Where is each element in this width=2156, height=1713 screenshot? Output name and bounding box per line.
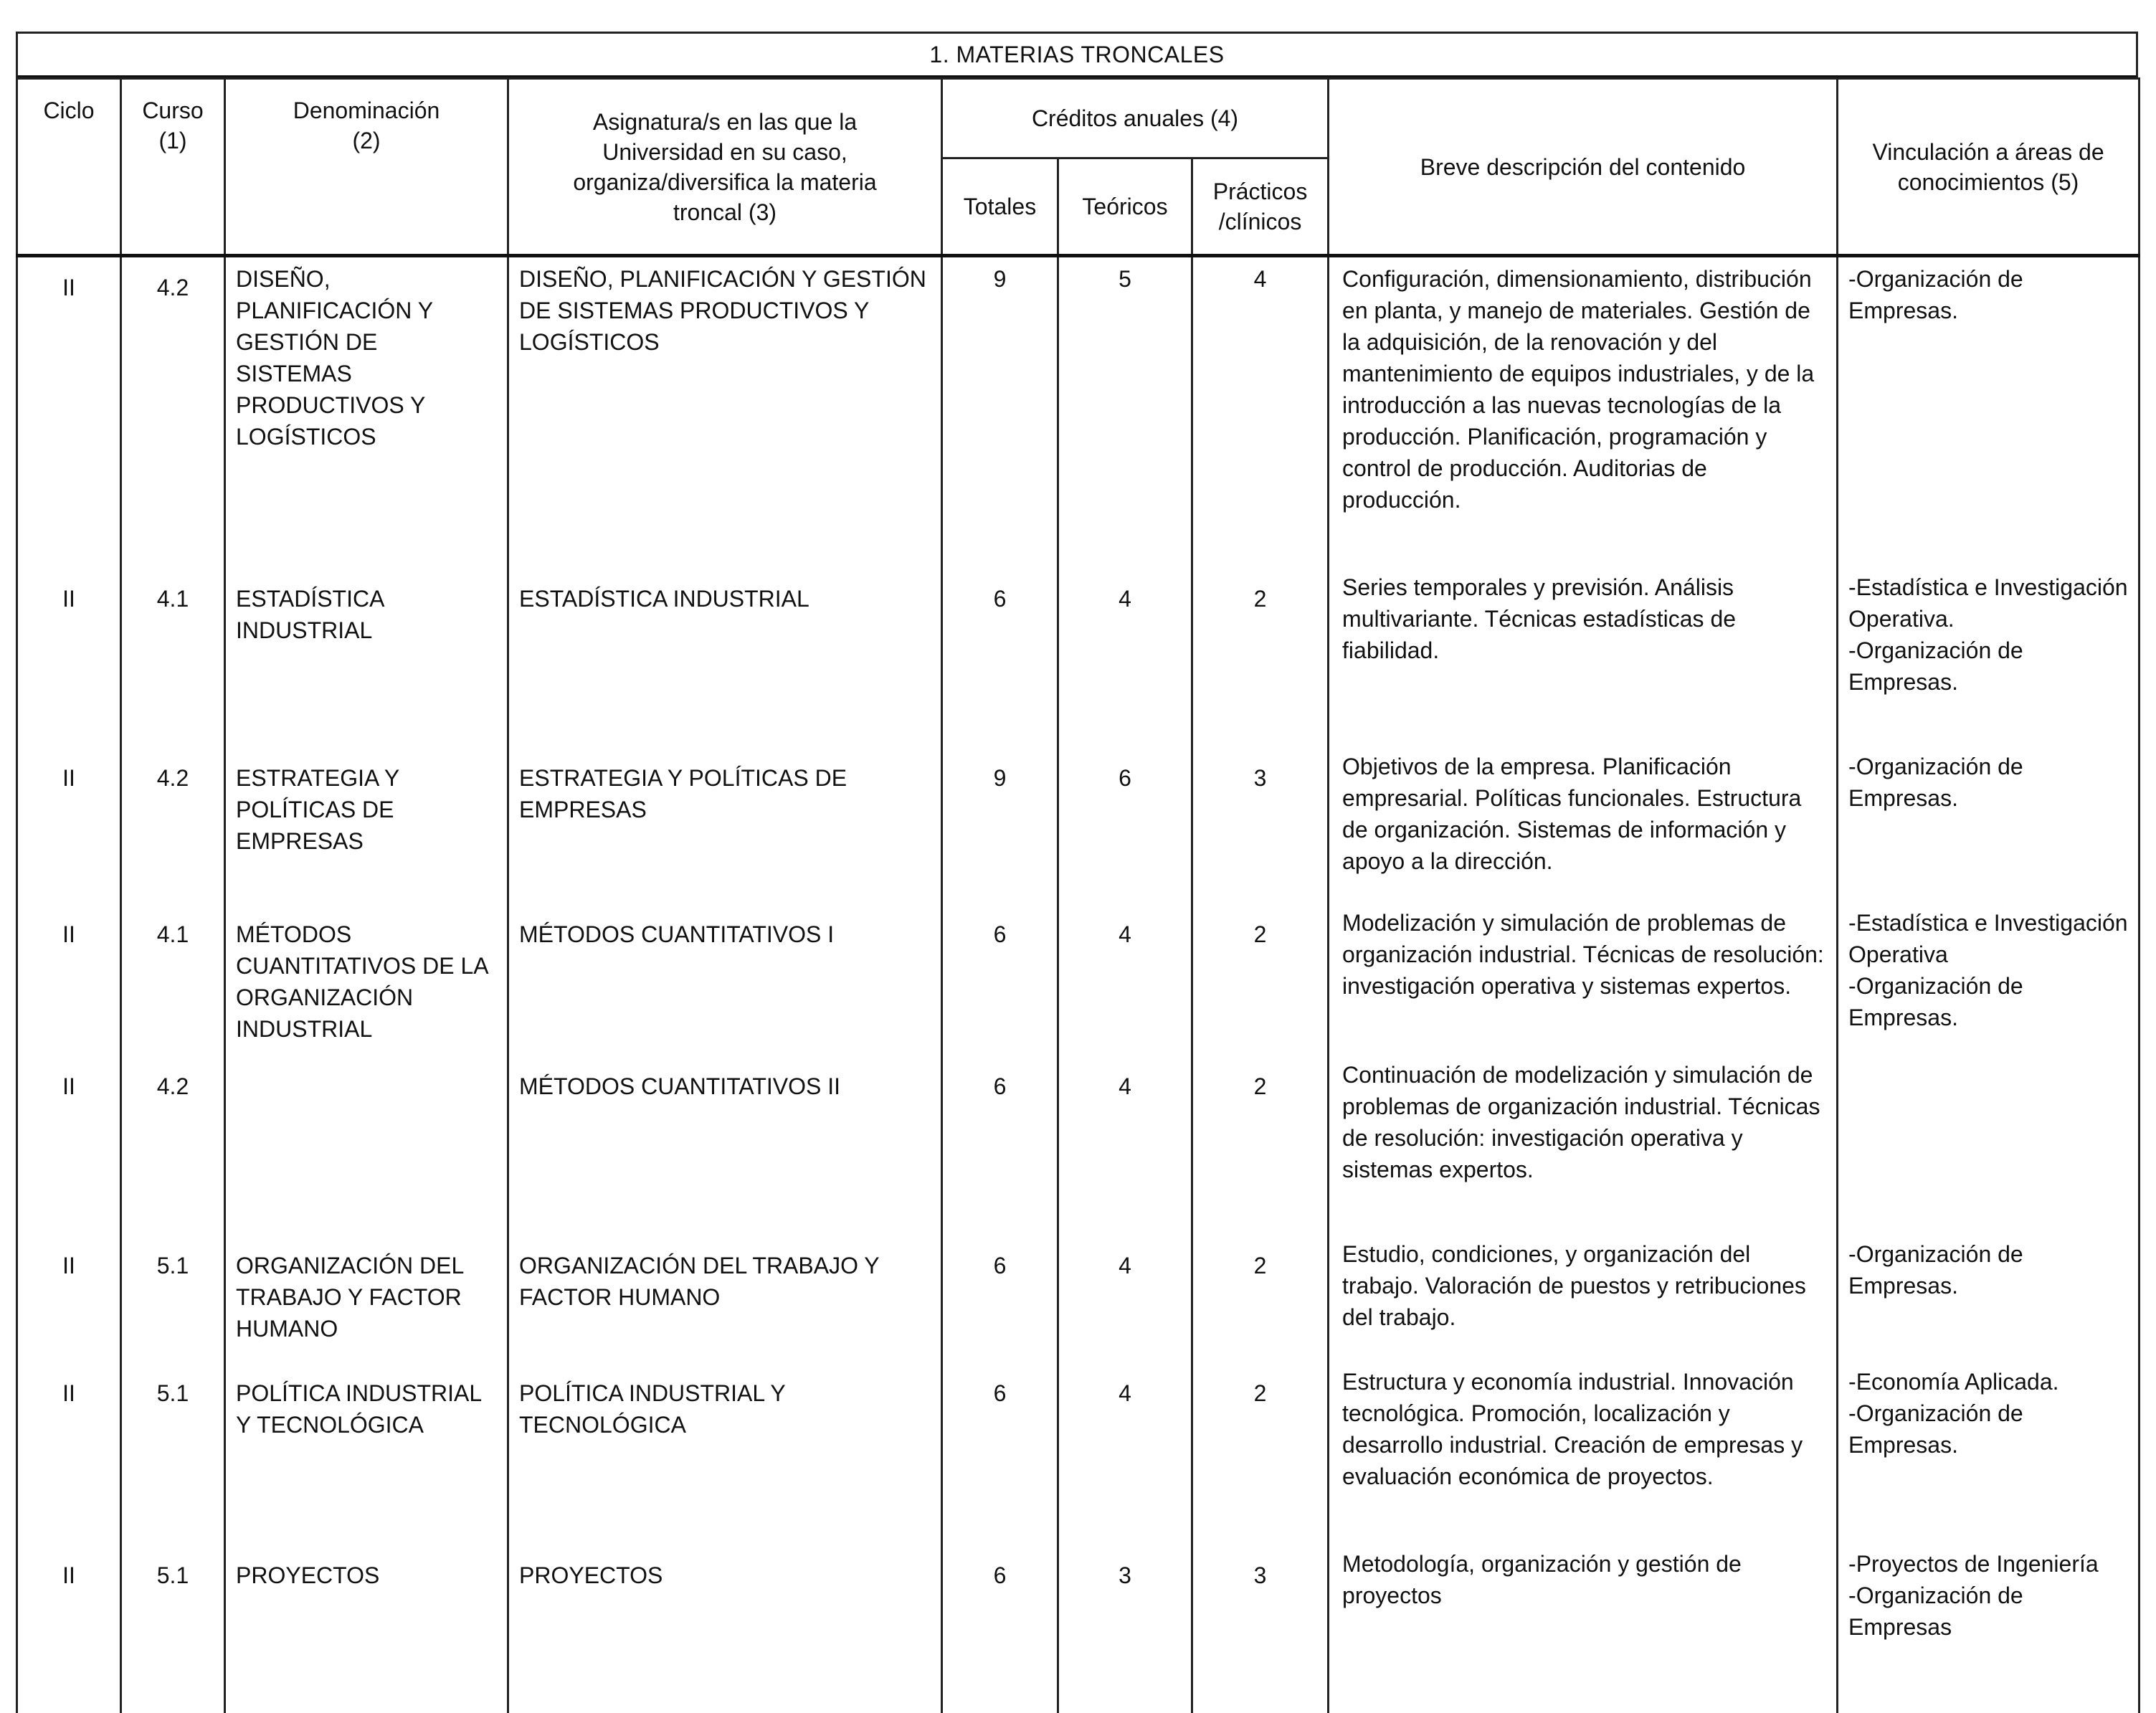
header-denominacion: Denominación (2) xyxy=(225,79,508,256)
cell-ciclo: II xyxy=(17,557,121,736)
cell-asignatura: ESTRATEGIA Y POLÍTICAS DE EMPRESAS xyxy=(508,736,942,893)
cell-descripcion: Estudio, condiciones, y organización del trabajo. Valoración de puestos y retribuciones del trabajo. xyxy=(1329,1224,1838,1352)
cell-denominacion: ESTRATEGIA Y POLÍTICAS DE EMPRESAS xyxy=(225,736,508,893)
cell-curso: 5.1 xyxy=(121,1352,225,1534)
table-title: 1. MATERIAS TRONCALES xyxy=(16,32,2138,80)
header-creditos: Créditos anuales (4) xyxy=(942,79,1329,158)
cell-practicos: 2 xyxy=(1192,1045,1329,1224)
cell-curso: 4.1 xyxy=(121,557,225,736)
cell-vinculacion: -Organización de Empresas. xyxy=(1838,1224,2140,1352)
cell-vinculacion: -Estadística e Investigación Operativa. -Organización de Empresas. xyxy=(1838,557,2140,736)
cell-denominacion: ORGANIZACIÓN DEL TRABAJO Y FACTOR HUMANO xyxy=(225,1224,508,1352)
cell-descripcion: Estructura y economía industrial. Innovación tecnológica. Promoción, localización y desarrollo industrial. Creación de empresas y evaluación económica de proyectos. xyxy=(1329,1352,1838,1534)
cell-teoricos: 4 xyxy=(1058,893,1192,1045)
cell-vinculacion: -Estadística e Investigación Operativa -Organización de Empresas. xyxy=(1838,893,2140,1045)
cell-totales: 6 xyxy=(942,1352,1058,1534)
cell-ciclo: II xyxy=(17,1352,121,1534)
cell-asignatura: MÉTODOS CUANTITATIVOS II xyxy=(508,1045,942,1224)
header-curso: Curso (1) xyxy=(121,79,225,256)
cell-curso: 5.1 xyxy=(121,1224,225,1352)
cell-denominacion: POLÍTICA INDUSTRIAL Y TECNOLÓGICA xyxy=(225,1352,508,1534)
cell-teoricos: 4 xyxy=(1058,557,1192,736)
cell-descripcion: Series temporales y previsión. Análisis multivariante. Técnicas estadísticas de fiabilidad. xyxy=(1329,557,1838,736)
header-vinculacion: Vinculación a áreas de conocimientos (5) xyxy=(1838,79,2140,256)
cell-asignatura: PROYECTOS xyxy=(508,1534,942,1713)
table-row xyxy=(17,893,2140,1045)
table-row xyxy=(17,736,2140,893)
cell-asignatura: MÉTODOS CUANTITATIVOS I xyxy=(508,893,942,1045)
cell-teoricos: 5 xyxy=(1058,256,1192,557)
cell-totales: 6 xyxy=(942,1534,1058,1713)
cell-teoricos: 6 xyxy=(1058,736,1192,893)
cell-practicos: 2 xyxy=(1192,557,1329,736)
cell-curso: 4.1 xyxy=(121,893,225,1045)
cell-practicos: 2 xyxy=(1192,1224,1329,1352)
cell-totales: 9 xyxy=(942,256,1058,557)
document-page xyxy=(16,32,2135,1674)
cell-ciclo: II xyxy=(17,736,121,893)
cell-totales: 9 xyxy=(942,736,1058,893)
cell-denominacion: ESTADÍSTICA INDUSTRIAL xyxy=(225,557,508,736)
table-row xyxy=(17,1534,2140,1713)
cell-totales: 6 xyxy=(942,557,1058,736)
table-row xyxy=(17,1224,2140,1352)
cell-vinculacion xyxy=(1838,1045,2140,1224)
table-row xyxy=(17,1352,2140,1534)
cell-asignatura: ESTADÍSTICA INDUSTRIAL xyxy=(508,557,942,736)
cell-descripcion: Continuación de modelización y simulación de problemas de organización industrial. Técnicas de resolución: investigación operativa y sistemas expertos. xyxy=(1329,1045,1838,1224)
cell-curso: 5.1 xyxy=(121,1534,225,1713)
cell-descripcion: Metodología, organización y gestión de proyectos xyxy=(1329,1534,1838,1713)
materias-table xyxy=(16,77,2140,1713)
header-ciclo: Ciclo xyxy=(17,79,121,256)
cell-vinculacion: -Organización de Empresas. xyxy=(1838,736,2140,893)
cell-vinculacion: -Organización de Empresas. xyxy=(1838,256,2140,557)
cell-ciclo: II xyxy=(17,1045,121,1224)
cell-asignatura: POLÍTICA INDUSTRIAL Y TECNOLÓGICA xyxy=(508,1352,942,1534)
cell-asignatura: DISEÑO, PLANIFICACIÓN Y GESTIÓN DE SISTEMAS PRODUCTIVOS Y LOGÍSTICOS xyxy=(508,256,942,557)
header-asignaturas: Asignatura/s en las que la Universidad en su caso, organiza/diversifica la materia troncal (3) xyxy=(508,79,942,256)
cell-ciclo: II xyxy=(17,1534,121,1713)
cell-vinculacion: -Economía Aplicada. -Organización de Empresas. xyxy=(1838,1352,2140,1534)
cell-curso: 4.2 xyxy=(121,736,225,893)
cell-denominacion: DISEÑO, PLANIFICACIÓN Y GESTIÓN DE SISTEMAS PRODUCTIVOS Y LOGÍSTICOS xyxy=(225,256,508,557)
cell-vinculacion: -Proyectos de Ingeniería -Organización de Empresas xyxy=(1838,1534,2140,1713)
cell-curso: 4.2 xyxy=(121,1045,225,1224)
cell-curso: 4.2 xyxy=(121,256,225,557)
header-practicos: Prácticos /clínicos xyxy=(1192,158,1329,256)
cell-practicos: 3 xyxy=(1192,1534,1329,1713)
cell-teoricos: 3 xyxy=(1058,1534,1192,1713)
cell-ciclo: II xyxy=(17,256,121,557)
table-row xyxy=(17,557,2140,736)
cell-denominacion: MÉTODOS CUANTITATIVOS DE LA ORGANIZACIÓN INDUSTRIAL xyxy=(225,893,508,1045)
cell-descripcion: Configuración, dimensionamiento, distribución en planta, y manejo de materiales. Gestión de la adquisición, de la renovación y del mantenimiento de equipos industriales, y de la introducción a las nuevas tecnologías de la producción. Planificación, programación y control de producción. Auditorias de producción. xyxy=(1329,256,1838,557)
table-row xyxy=(17,256,2140,557)
cell-teoricos: 4 xyxy=(1058,1045,1192,1224)
header-teoricos: Teóricos xyxy=(1058,158,1192,256)
cell-denominacion: PROYECTOS xyxy=(225,1534,508,1713)
cell-descripcion: Modelización y simulación de problemas de organización industrial. Técnicas de resolución: investigación operativa y sistemas expertos. xyxy=(1329,893,1838,1045)
cell-totales: 6 xyxy=(942,1224,1058,1352)
cell-totales: 6 xyxy=(942,893,1058,1045)
table-body xyxy=(17,256,2140,1713)
cell-asignatura: ORGANIZACIÓN DEL TRABAJO Y FACTOR HUMANO xyxy=(508,1224,942,1352)
cell-descripcion: Objetivos de la empresa. Planificación empresarial. Políticas funcionales. Estructura de organización. Sistemas de información y apoyo a la dirección. xyxy=(1329,736,1838,893)
header-totales: Totales xyxy=(942,158,1058,256)
cell-practicos: 2 xyxy=(1192,1352,1329,1534)
cell-denominacion xyxy=(225,1045,508,1224)
cell-teoricos: 4 xyxy=(1058,1352,1192,1534)
cell-teoricos: 4 xyxy=(1058,1224,1192,1352)
cell-practicos: 4 xyxy=(1192,256,1329,557)
table-row xyxy=(17,1045,2140,1224)
cell-practicos: 2 xyxy=(1192,893,1329,1045)
cell-practicos: 3 xyxy=(1192,736,1329,893)
cell-ciclo: II xyxy=(17,893,121,1045)
cell-ciclo: II xyxy=(17,1224,121,1352)
header-descripcion: Breve descripción del contenido xyxy=(1329,79,1838,256)
cell-totales: 6 xyxy=(942,1045,1058,1224)
